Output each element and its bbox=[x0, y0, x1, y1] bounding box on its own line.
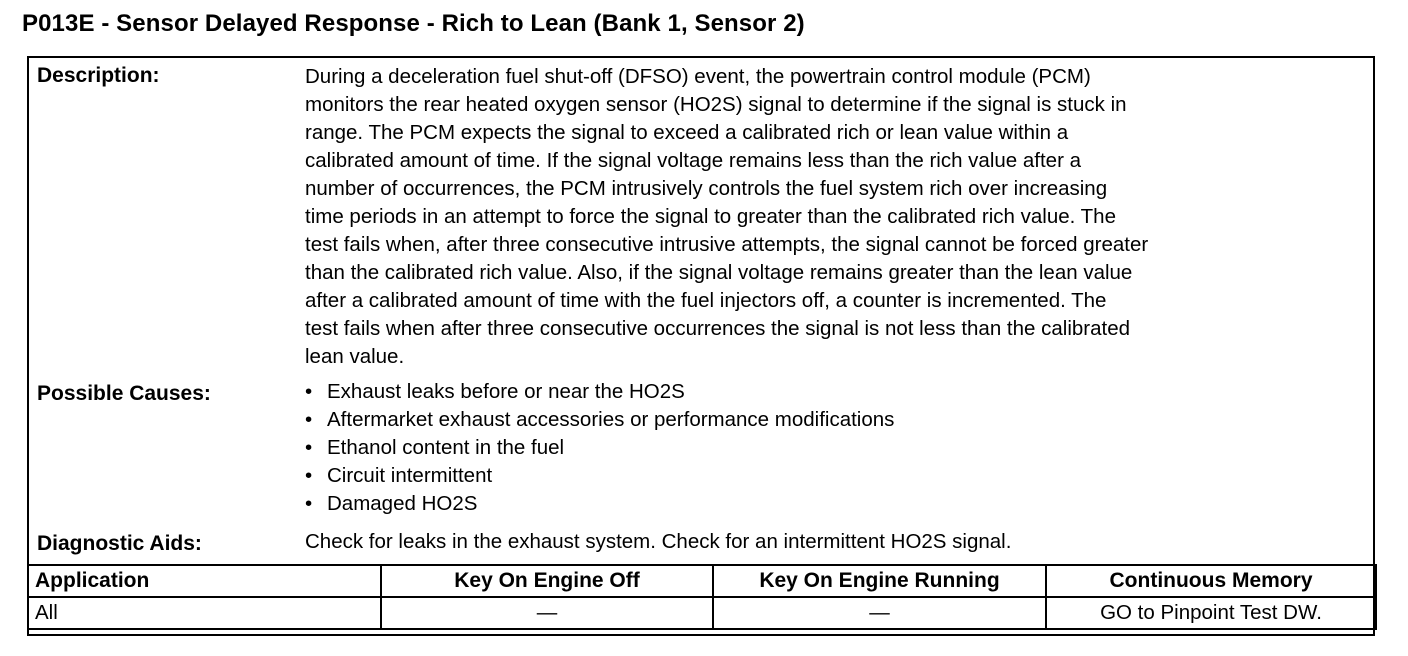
cause-text: Ethanol content in the fuel bbox=[327, 436, 565, 459]
possible-causes-list bbox=[305, 378, 894, 518]
list-item bbox=[305, 406, 894, 434]
list-item bbox=[305, 490, 894, 518]
list-item bbox=[305, 462, 894, 490]
column-header-koer: Key On Engine Running bbox=[713, 565, 1046, 597]
cause-text: Circuit intermittent bbox=[327, 464, 493, 487]
bullet-icon: • bbox=[305, 380, 313, 403]
column-header-application: Application bbox=[28, 565, 381, 597]
description-line: calibrated amount of time. If the signal voltage remains less than the rich value after a bbox=[305, 149, 1081, 172]
description-line: time periods in an attempt to force the signal to greater than the calibrated rich value. The bbox=[305, 205, 1116, 228]
column-header-continuous-memory: Continuous Memory bbox=[1046, 565, 1376, 597]
table-cell-continuous-memory: GO to Pinpoint Test DW. bbox=[1046, 597, 1376, 629]
description-line: lean value. bbox=[305, 345, 405, 368]
description-line: after a calibrated amount of time with the fuel injectors off, a counter is incremented. The bbox=[305, 289, 1107, 312]
application-table bbox=[27, 564, 1377, 630]
page-title: P013E - Sensor Delayed Response - Rich to Lean (Bank 1, Sensor 2) bbox=[22, 10, 805, 37]
description-label: Description: bbox=[37, 64, 160, 87]
table-row bbox=[28, 597, 1376, 629]
possible-causes-label: Possible Causes: bbox=[37, 382, 211, 405]
table-cell-koeo: — bbox=[381, 597, 713, 629]
description-line: number of occurrences, the PCM intrusively controls the fuel system rich over increasing bbox=[305, 177, 1108, 200]
bullet-icon: • bbox=[305, 464, 313, 487]
cause-text: Damaged HO2S bbox=[327, 492, 478, 515]
table-cell-koer: — bbox=[713, 597, 1046, 629]
description-line: test fails when, after three consecutive intrusive attempts, the signal cannot be forced greater bbox=[305, 233, 1149, 256]
table-cell-application: All bbox=[28, 597, 381, 629]
list-item bbox=[305, 434, 894, 462]
bullet-icon: • bbox=[305, 408, 313, 431]
diagnostic-aids-text: Check for leaks in the exhaust system. Check for an intermittent HO2S signal. bbox=[305, 530, 1012, 553]
cause-text: Exhaust leaks before or near the HO2S bbox=[327, 380, 685, 403]
description-text bbox=[305, 63, 1371, 371]
description-line: monitors the rear heated oxygen sensor (HO2S) signal to determine if the signal is stuck in bbox=[305, 93, 1127, 116]
column-header-koeo: Key On Engine Off bbox=[381, 565, 713, 597]
bullet-icon: • bbox=[305, 492, 313, 515]
description-line: range. The PCM expects the signal to exceed a calibrated rich or lean value within a bbox=[305, 121, 1069, 144]
description-line: During a deceleration fuel shut-off (DFSO) event, the powertrain control module (PCM) bbox=[305, 65, 1091, 88]
description-line: than the calibrated rich value. Also, if the signal voltage remains greater than the lean value bbox=[305, 261, 1133, 284]
cause-text: Aftermarket exhaust accessories or performance modifications bbox=[327, 408, 895, 431]
table-header-row bbox=[28, 565, 1376, 597]
dtc-info-box bbox=[27, 56, 1375, 636]
diagnostic-aids-label: Diagnostic Aids: bbox=[37, 532, 202, 555]
description-line: test fails when after three consecutive occurrences the signal is not less than the calibrated bbox=[305, 317, 1131, 340]
bullet-icon: • bbox=[305, 436, 313, 459]
list-item bbox=[305, 378, 894, 406]
